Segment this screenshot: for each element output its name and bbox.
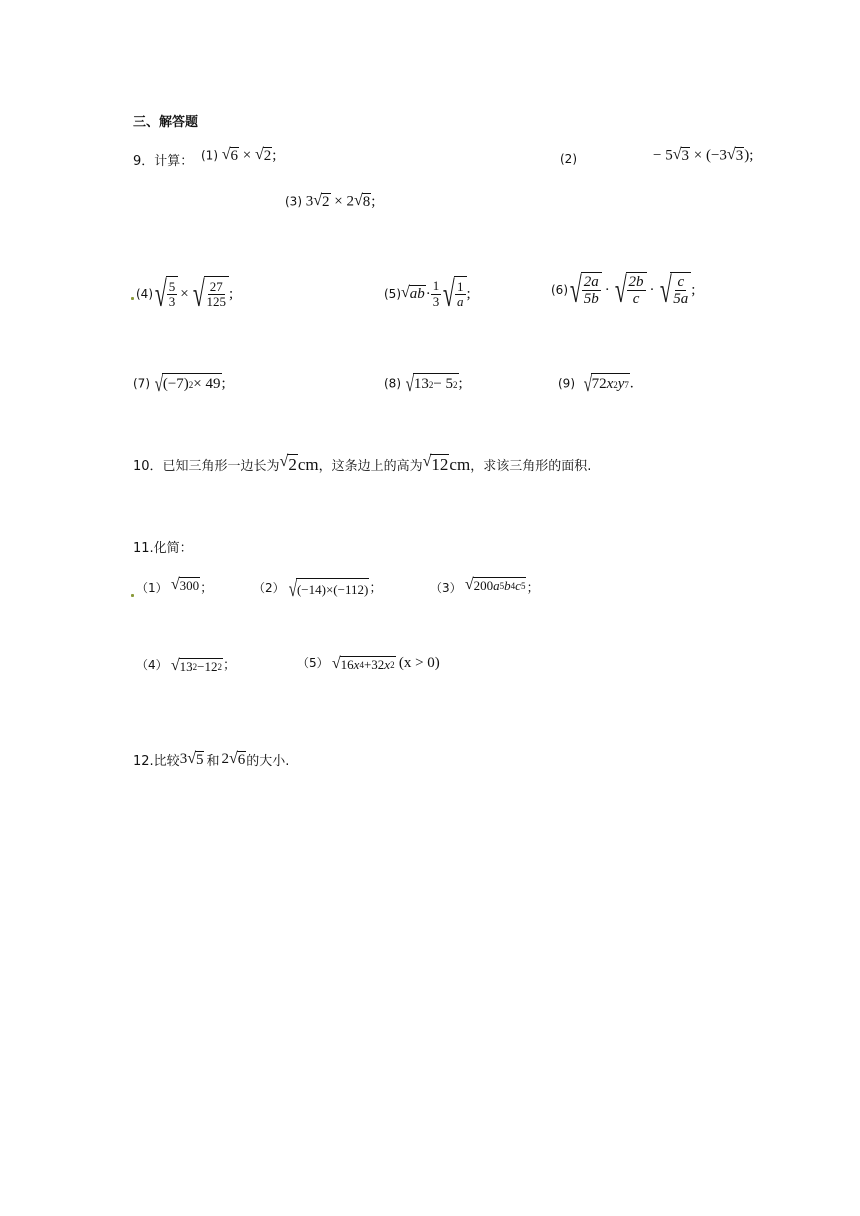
q11-part-5: （5） √ 16 x 4 +32 x 2 (x > 0)	[297, 654, 440, 672]
q11-part-2: （2） √ (−14)×(−112) ；	[253, 576, 383, 602]
sqrt-fraction: √ $\frac{2a}{5b}$	[568, 272, 602, 308]
sqrt-fraction: √ $\frac{5}{3}$	[153, 276, 178, 312]
q9-part-1-label: (1)	[201, 148, 218, 163]
q9-part-9: (9) √ 72 x 2 y 7 .	[558, 371, 634, 396]
sqrt-fraction: √ $\frac{27}{125}$	[191, 276, 229, 312]
q9-part-7: (7) √ (−7) 2 × 49 ;	[133, 371, 226, 396]
sqrt-expression: √ 6	[228, 749, 246, 768]
q9-part-1: (1) √ 6 × √ 2 ;	[201, 146, 277, 164]
sqrt-fraction: √ $\frac{c}{5a}$	[658, 272, 692, 308]
section-heading: 三、解答题	[133, 115, 199, 130]
sqrt-expression: √ (−14)×(−112)	[288, 576, 369, 602]
q11-part-4: （4） √ 13 2 −12 2 ；	[136, 656, 237, 674]
sqrt-expression: √ 12	[422, 453, 449, 474]
sqrt-expression: √ 300	[170, 576, 200, 593]
sqrt-expression: √ 13 2 − 5 2	[405, 371, 458, 396]
sqrt-fraction: √ $\frac{2b}{c}$	[613, 272, 647, 308]
sqrt-expression: √ 2	[255, 146, 272, 164]
q11-part-1: （1） √ 300 ；	[136, 576, 214, 595]
q12: 12.比较 3 √ 5 和 2 √ 6 的大小.	[133, 749, 290, 769]
q9-part-5: (5) √ ab · $\frac{1}{3}$ √ $\frac{1}{a}$ ;	[384, 274, 471, 314]
sqrt-expression: √ 8	[354, 192, 371, 210]
q10: 10．已知三角形一边长为 √ 2 cm ，这条边上的高为 √ 12 cm ，求该三角形的面积.	[133, 453, 592, 474]
q9-part-3: (3) 3 √ 2 × 2 √ 8 ;	[285, 192, 376, 210]
sqrt-expression: √ (−7) 2 × 49	[154, 371, 221, 396]
q9-part-2: − 5 √ 3 × (−3 √ 3 );	[653, 146, 754, 164]
sqrt-expression: √ 2	[279, 453, 297, 474]
q9-prefix: 9．计算：	[133, 154, 194, 169]
q9-part-8: (8) √ 13 2 − 5 2 ;	[384, 371, 463, 396]
sqrt-expression: √ 3	[672, 146, 689, 164]
sqrt-expression: √ 2	[313, 192, 330, 210]
sqrt-expression: √ 13 2 −12 2	[170, 656, 223, 674]
sqrt-expression: √ 3	[726, 146, 744, 164]
q11-title: 11.化简：	[133, 541, 193, 556]
sqrt-expression: √ 72 x 2 y 7	[583, 371, 629, 396]
q9-part-6: (6) √ $\frac{2a}{5b}$ · √ $\frac{2b}{c}$ · √ $\frac{c}{5a}$ ;	[551, 270, 696, 310]
q9-part-2-label: (2)	[560, 152, 577, 166]
q9-part-4: (4) √ $\frac{5}{3}$ × √ $\frac{27}{125}$ ;	[136, 274, 234, 314]
annotation-mark	[131, 297, 134, 300]
q11-part-3: （3） √ 200 a 5 b 4 c 5 ；	[430, 576, 540, 595]
annotation-mark	[131, 594, 134, 597]
sqrt-expression: √ ab	[401, 284, 425, 302]
sqrt-expression: √ 200 a 5 b 4 c 5	[464, 576, 526, 593]
sqrt-fraction: √ $\frac{1}{a}$	[441, 276, 466, 312]
sqrt-expression: √ 16 x 4 +32 x 2	[331, 654, 395, 672]
sqrt-expression: √ 6	[221, 146, 239, 164]
sqrt-expression: √ 5	[187, 749, 204, 768]
